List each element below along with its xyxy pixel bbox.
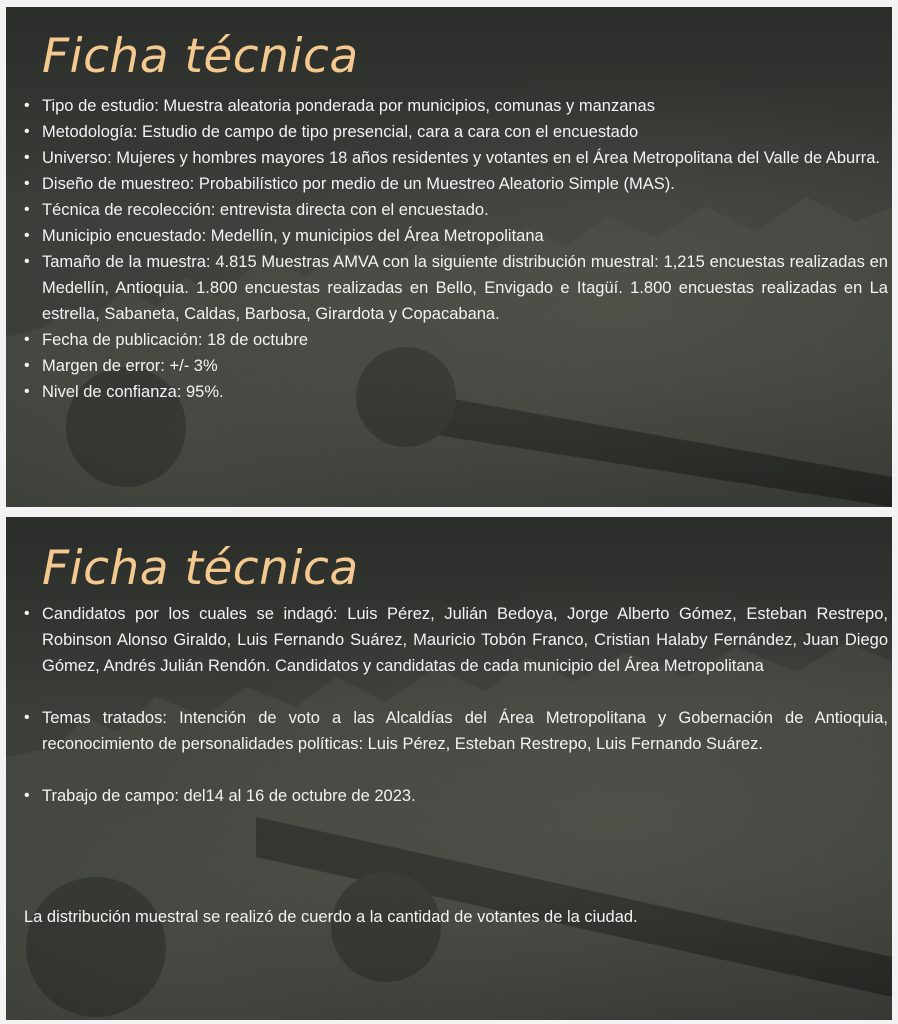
bullet: • <box>24 149 30 166</box>
bullet: • <box>24 605 30 622</box>
bullet: • <box>24 709 30 726</box>
bullet: • <box>24 253 30 270</box>
bullet: • <box>24 123 30 140</box>
technical-sheet-list <box>20 601 888 809</box>
list-item-temas-tratados: • Temas tratados: Intención de voto a las Alcaldías del Área Metropolitana y Gobernación de Antioquia, reconocimiento de personalidades políticas: Luis Pérez, Esteban Restrepo, Luis Fernando Suárez. <box>20 705 888 757</box>
list-item-tamano-muestra: • Tamaño de la muestra: 4.815 Muestras AMVA con la siguiente distribución muestral: 1,215 encuestas realizadas en Medellín, Antioquia. 1.800 encuestas realizadas en Bello, Envigado e Itagüí. 1.800 encuestas realizadas en La estrella, Sabaneta, Caldas, Barbosa, Girardota y Copacabana. <box>20 249 888 327</box>
slide-title: Ficha técnica <box>42 29 359 84</box>
slide-ficha-tecnica-1 <box>6 7 892 507</box>
list-item-tipo-estudio: • Tipo de estudio: Muestra aleatoria ponderada por municipios, comunas y manzanas <box>20 93 888 119</box>
bullet: • <box>24 227 30 244</box>
slide-title: Ficha técnica <box>42 541 359 596</box>
bullet: • <box>24 331 30 348</box>
list-item-margen-error: • Margen de error: +/- 3% <box>20 353 888 379</box>
list-item-tecnica-recoleccion: • Técnica de recolección: entrevista directa con el encuestado. <box>20 197 888 223</box>
slide-ficha-tecnica-2 <box>6 517 892 1020</box>
bullet: • <box>24 383 30 400</box>
list-item-diseno-muestreo: • Diseño de muestreo: Probabilístico por medio de un Muestreo Aleatorio Simple (MAS). <box>20 171 888 197</box>
list-item-universo: • Universo: Mujeres y hombres mayores 18 años residentes y votantes en el Área Metropolitana del Valle de Aburra. <box>20 145 888 171</box>
closing-note: La distribución muestral se realizó de cuerdo a la cantidad de votantes de la ciudad. <box>24 908 638 926</box>
list-item-trabajo-campo: • Trabajo de campo: del14 al 16 de octubre de 2023. <box>20 783 888 809</box>
list-item-nivel-confianza: • Nivel de confianza: 95%. <box>20 379 888 405</box>
list-item-fecha-publicacion: • Fecha de publicación: 18 de octubre <box>20 327 888 353</box>
list-item-municipio: • Municipio encuestado: Medellín, y municipios del Área Metropolitana <box>20 223 888 249</box>
technical-sheet-list <box>20 93 888 405</box>
list-item-candidatos: • Candidatos por los cuales se indagó: Luis Pérez, Julián Bedoya, Jorge Alberto Gómez, Esteban Restrepo, Robinson Alonso Giraldo, Luis Fernando Suárez, Mauricio Tobón Franco, Cristian Halaby Fernández, Juan Diego Gómez, Andrés Julián Rendón. Candidatos y candidatas de cada municipio del Área Metropolitana <box>20 601 888 679</box>
bullet: • <box>24 357 30 374</box>
bullet: • <box>24 175 30 192</box>
bullet: • <box>24 201 30 218</box>
list-item-metodologia: • Metodología: Estudio de campo de tipo presencial, cara a cara con el encuestado <box>20 119 888 145</box>
bullet: • <box>24 787 30 804</box>
bullet: • <box>24 97 30 114</box>
